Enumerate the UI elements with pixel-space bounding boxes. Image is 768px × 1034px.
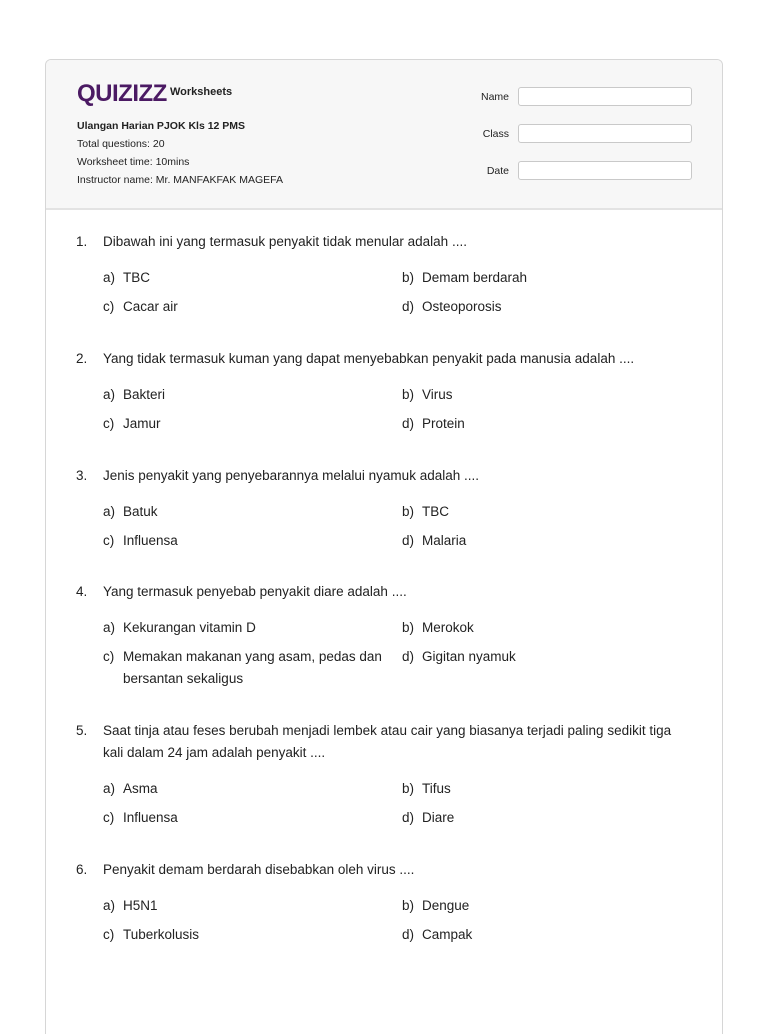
option-letter: b) [402, 898, 415, 913]
worksheet-time: Worksheet time: 10mins [77, 156, 190, 168]
date-field[interactable] [518, 161, 692, 180]
option-letter: d) [402, 649, 415, 664]
worksheet-header [46, 60, 722, 210]
option-letter: b) [402, 620, 415, 635]
option-text: TBC [123, 270, 150, 285]
option-letter: b) [402, 387, 415, 402]
option-letter: c) [103, 416, 115, 431]
option-letter: c) [103, 649, 115, 664]
name-field[interactable] [518, 87, 692, 106]
quizizz-logo: QUIZIZZ [77, 80, 167, 107]
option-text: Protein [422, 416, 465, 431]
option-letter: d) [402, 299, 415, 314]
question-text: Jenis penyakit yang penyebarannya melalui nyamuk adalah .... [103, 468, 479, 483]
option-text: H5N1 [123, 898, 158, 913]
option-text: Bakteri [123, 387, 166, 402]
question-text: Penyakit demam berdarah disebabkan oleh virus .... [103, 862, 415, 877]
option-text: Virus [422, 387, 453, 402]
option-letter: b) [402, 504, 415, 519]
option-letter: d) [402, 416, 415, 431]
question-text: Yang termasuk penyebab penyakit diare adalah .... [103, 584, 407, 599]
question-number: 3. [76, 468, 88, 483]
option-text: Gigitan nyamuk [422, 649, 516, 664]
option-text: Dengue [422, 898, 470, 913]
question-text: Saat tinja atau feses berubah menjadi lembek atau cair yang biasanya terjadi paling sedikit tiga kali dalam 24 jam adalah penyakit .... [103, 723, 672, 760]
option-text: TBC [422, 504, 449, 519]
option-text: Demam berdarah [422, 270, 528, 285]
question-number: 4. [76, 584, 88, 599]
option-letter: d) [402, 533, 415, 548]
question-text: Dibawah ini yang termasuk penyakit tidak menular adalah .... [103, 234, 467, 249]
option-letter: c) [103, 927, 115, 942]
option-text: Tifus [422, 781, 451, 796]
option-text: Jamur [123, 416, 161, 431]
option-text: Campak [422, 927, 473, 942]
option-letter: c) [103, 810, 115, 825]
question-number: 6. [76, 862, 88, 877]
worksheet-page [45, 59, 723, 1034]
option-text: Tuberkolusis [123, 927, 200, 942]
option-letter: a) [103, 898, 116, 913]
date-label: Date [486, 165, 509, 177]
option-letter: c) [103, 533, 115, 548]
option-text: Malaria [422, 533, 467, 548]
option-letter: b) [402, 270, 415, 285]
option-text: Merokok [422, 620, 474, 635]
option-letter: c) [103, 299, 115, 314]
class-label: Class [482, 128, 509, 140]
option-letter: a) [103, 387, 116, 402]
option-text: Influensa [123, 810, 178, 825]
question-text: Yang tidak termasuk kuman yang dapat menyebabkan penyakit pada manusia adalah .... [103, 351, 635, 366]
option-text: Batuk [123, 504, 158, 519]
option-text: Memakan makanan yang asam, pedas dan bersantan sekaligus [123, 649, 382, 686]
option-text: Diare [422, 810, 455, 825]
class-field[interactable] [518, 124, 692, 143]
total-questions: Total questions: 20 [77, 138, 165, 150]
question-number: 2. [76, 351, 88, 366]
option-text: Asma [123, 781, 158, 796]
option-text: Cacar air [123, 299, 178, 314]
option-letter: a) [103, 270, 116, 285]
option-text: Kekurangan vitamin D [123, 620, 256, 635]
option-letter: d) [402, 927, 415, 942]
worksheet-title: Ulangan Harian PJOK Kls 12 PMS [77, 120, 246, 132]
option-text: Osteoporosis [422, 299, 502, 314]
option-letter: a) [103, 620, 116, 635]
logo-subtitle: Worksheets [170, 86, 233, 98]
option-text: Influensa [123, 533, 178, 548]
option-letter: d) [402, 810, 415, 825]
instructor-name: Instructor name: Mr. MANFAKFAK MAGEFA [77, 174, 283, 186]
question-number: 5. [76, 723, 88, 738]
option-letter: a) [103, 781, 116, 796]
option-letter: a) [103, 504, 116, 519]
option-letter: b) [402, 781, 415, 796]
name-label: Name [480, 91, 509, 103]
question-number: 1. [76, 234, 88, 249]
